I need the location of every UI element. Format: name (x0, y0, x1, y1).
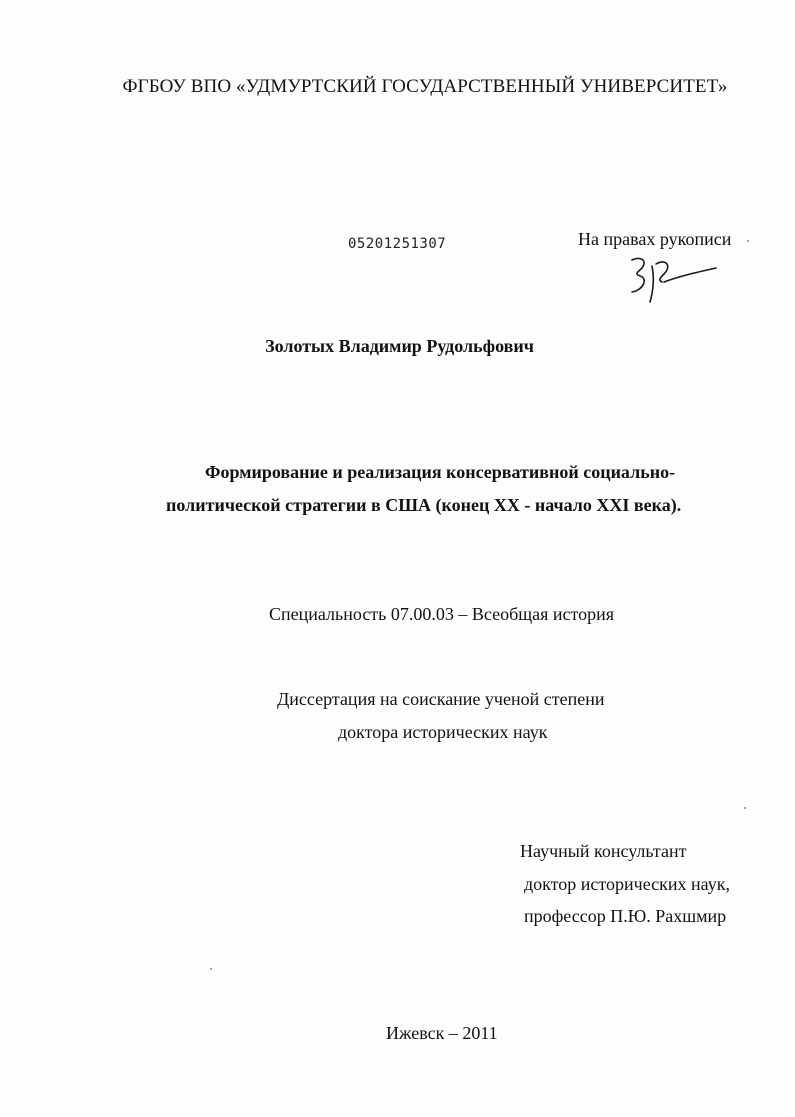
advisor-degree: доктор исторических наук, (524, 874, 730, 894)
scan-speck (210, 968, 212, 970)
city-year: Ижевск – 2011 (386, 1023, 498, 1043)
degree-line-1: Диссертация на соискание ученой степени (277, 689, 605, 709)
handwritten-signature (620, 252, 720, 304)
scan-speck (747, 240, 749, 242)
dissertation-title-line-2: политической стратегии в США (конец XX - начало XXI века). (166, 495, 682, 515)
advisor-name: профессор П.Ю. Рахшмир (524, 906, 727, 926)
specialty: Специальность 07.00.03 – Всеобщая история (269, 604, 615, 624)
scan-speck (744, 807, 746, 809)
author-name: Золотых Владимир Рудольфович (265, 336, 534, 356)
dissertation-title-line-1: Формирование и реализация консервативной социально- (205, 462, 676, 482)
rights-notice: На правах рукописи (578, 229, 732, 249)
degree-line-2: доктора исторических наук (338, 722, 548, 742)
advisor-role: Научный консультант (520, 841, 687, 861)
document-number: 05201251307 (348, 236, 447, 252)
institution-header: ФГБОУ ВПО «УДМУРТСКИЙ ГОСУДАРСТВЕННЫЙ УНИВЕРСИТЕТ» (122, 76, 728, 97)
